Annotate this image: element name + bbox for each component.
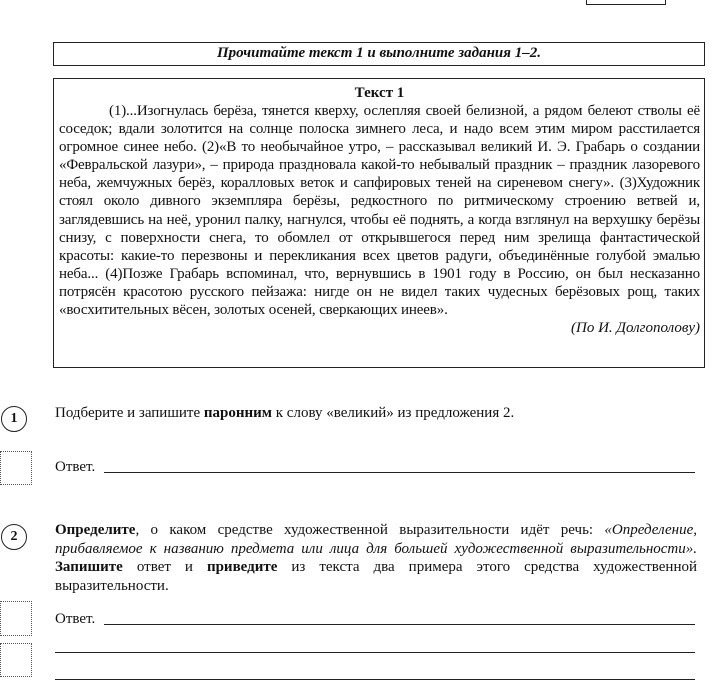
task2-answer-line-1[interactable] — [104, 624, 695, 625]
text1-title: Текст 1 — [354, 85, 405, 101]
text1-author: (По И. Долгополову) — [571, 320, 700, 337]
task2-answer-line-2[interactable] — [55, 652, 695, 653]
instruction-text: Прочитайте текст 1 и выполните задания 1–2. — [217, 45, 541, 61]
task2-answer-line-3[interactable] — [55, 679, 695, 680]
task1-answer-cell[interactable] — [0, 451, 32, 485]
text1-body: (1)...Изогнулась берёза, тянется кверху, ослепляя своей белизной, а рядом белеют стволы её соседок; вдали золотится на солнце полоска зимнего леса, и надо всем этим миром расстилается огромное синее небо. (2)«В то необычайное утро, – рассказывал великий И. Э. Грабарь о создании «Февральской лазури», – природа праздновала какой-то небывалый праздник – праздник лазоревого неба, жемчужных берёз, коралловых веток и сапфировых теней на сиреневом снегу». (3)Художник стоял около дивного экземпляра берёзы, редкостного по ритмическому строению ветвей и, заглядевшись на неё, уронил палку, нагнулся, чтобы её поднять, а когда взглянул на верхушку берёзы снизу, с поверхности снега, то обомлел от открывшегося перед ним зрелища фантастической красоты: какие-то перезвоны и перекликания всех цветов радуги, объединённые голубой эмалью неба... (4)Позже Грабарь вспоминал, что, вернувшись в 1901 году в Россию, он был несказанно потрясён красотою русского пейзажа: нигде он не видел таких чудесных берёзовых рощ, таких «восхитительных вёсен, золотых осеней, сверкающих инеев». — [59, 103, 700, 319]
task2-answer-cell-1[interactable] — [0, 601, 32, 636]
task2-question: Определите, о каком средстве художественной выразительности идёт речь: «Определение, прибавляемое к названию предмета или лица для большей художественной выразительности». Запишите ответ и приведите из текста два примера этого средства художественной выразительности. — [55, 522, 698, 594]
task1-question: Подберите и запишите паронним к слову «великий» из предложения 2. — [55, 405, 515, 421]
task2-answer-cell-2[interactable] — [0, 643, 32, 677]
task1-number: 1 — [1, 406, 27, 432]
task1-answer-line[interactable] — [104, 472, 695, 473]
score-box — [586, 0, 666, 5]
task2-number: 2 — [1, 524, 27, 550]
task2-answer-label: Ответ. — [55, 611, 96, 627]
text1-box — [53, 78, 705, 368]
task1-answer-label: Ответ. — [55, 459, 96, 475]
instruction-header — [53, 42, 705, 66]
